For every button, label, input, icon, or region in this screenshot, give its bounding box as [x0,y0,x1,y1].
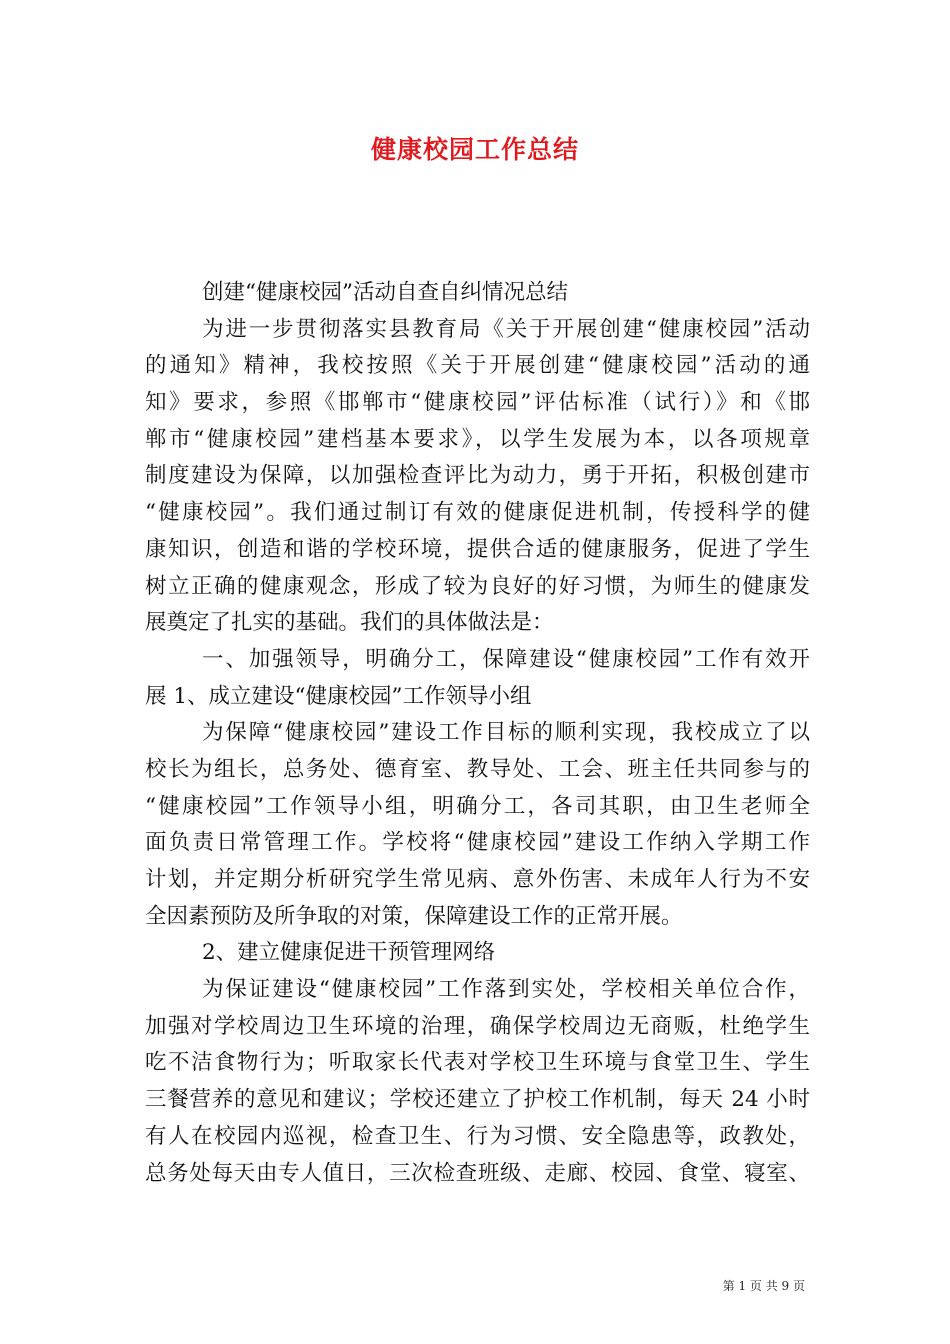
text-line: 郸市“健康校园”建档基本要求》，以学生发展为本，以各项规章 [145,426,810,452]
text-line: 面负责日常管理工作。学校将“健康校园”建设工作纳入学期工作 [145,830,810,856]
text-line: “健康校园”工作领导小组，明确分工，各司其职，由卫生老师全 [145,793,810,819]
text-line: 2、建立健康促进干预管理网络 [202,940,496,966]
text-line: 树立正确的健康观念，形成了较为良好的好习惯，为师生的健康发 [145,573,810,599]
document-body [145,275,810,1192]
text-line: 展 1、成立建设“健康校园”工作领导小组 [145,683,532,709]
text-line: 校长为组长，总务处、德育室、教导处、工会、班主任共同参与的 [145,756,810,782]
text-line: 全因素预防及所争取的对策，保障建设工作的正常开展。 [145,903,683,929]
text-line: “健康校园”。我们通过制订有效的健康促进机制，传授科学的健 [145,500,810,526]
text-line: 创建“健康校园”活动自查自纠情况总结 [202,280,568,305]
text-line: 总务处每天由专人值日，三次检查班级、走廊、校园、食堂、寝室、 [145,1160,810,1186]
text-line: 制度建设为保障，以加强检查评比为动力，勇于开拓，积极创建市 [145,463,810,489]
text-line: 为进一步贯彻落实县教育局《关于开展创建“健康校园”活动 [202,316,810,342]
text-line: 知》要求，参照《邯郸市“健康校园”评估标准（试行）》和《邯 [145,390,810,416]
document-title: 健康校园工作总结 [370,135,579,164]
text-line: 一、加强领导，明确分工，保障建设“健康校园”工作有效开 [202,646,810,672]
text-line: 加强对学校周边卫生环境的治理，确保学校周边无商贩，杜绝学生 [145,1013,810,1039]
text-line: 的通知》精神，我校按照《关于开展创建“健康校园”活动的通 [145,353,810,379]
text-line: 计划，并定期分析研究学生常见病、意外伤害、未成年人行为不安 [145,867,810,892]
text-line: 康知识，创造和谐的学校环境，提供合适的健康服务，促进了学生 [145,536,810,562]
text-line: 吃不洁食物行为；听取家长代表对学校卫生环境与食堂卫生、学生 [145,1050,810,1076]
text-line: 展奠定了扎实的基础。我们的具体做法是： [145,610,554,636]
page-number-footer: 第 1 页 共 9 页 [722,1279,805,1293]
text-line: 为保证建设“健康校园”工作落到实处，学校相关单位合作， [202,977,810,1003]
text-line: 为保障“健康校园”建设工作目标的顺利实现，我校成立了以 [202,720,810,746]
text-line: 有人在校园内巡视，检查卫生、行为习惯、安全隐患等，政教处， [145,1123,810,1149]
text-line: 三餐营养的意见和建议；学校还建立了护校工作机制，每天 24 小时 [145,1087,810,1113]
